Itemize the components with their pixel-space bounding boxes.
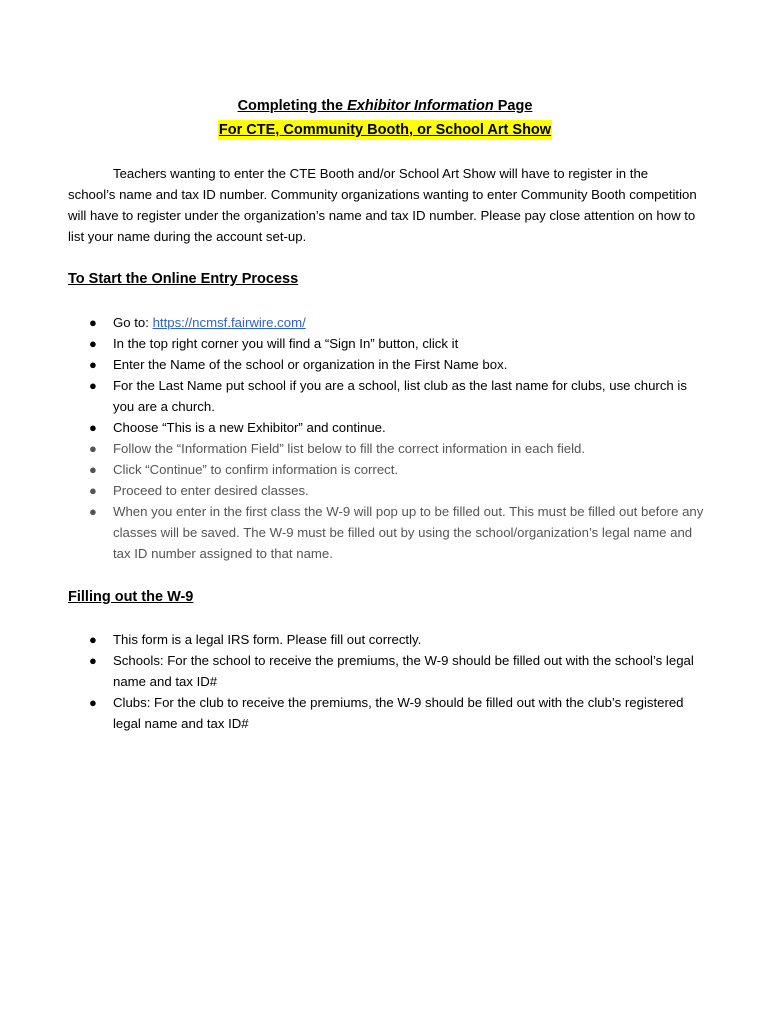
section-heading-online-entry: To Start the Online Entry Process xyxy=(68,271,299,287)
page-title-suffix: Page xyxy=(493,98,533,114)
online-entry-steps-list xyxy=(68,312,708,564)
bullet-dot-icon: ● xyxy=(89,357,97,372)
bullet-dot-icon: ● xyxy=(89,504,97,519)
bullet-dot-icon: ● xyxy=(89,695,97,710)
bullet-dot-icon: ● xyxy=(89,632,97,647)
bullet-dot-icon: ● xyxy=(89,420,97,435)
list-item xyxy=(68,459,708,480)
list-item-text: In the top right corner you will find a “Sign In” button, click it xyxy=(113,336,459,351)
page-title xyxy=(0,95,770,119)
list-item xyxy=(68,312,708,333)
title-block xyxy=(0,95,770,142)
list-item-text: Follow the “Information Field” list below to fill the correct information in each field. xyxy=(113,441,586,456)
list-item-text: This form is a legal IRS form. Please fill out correctly. xyxy=(113,632,422,647)
bullet-dot-icon: ● xyxy=(89,378,97,393)
bullet-dot-icon: ● xyxy=(89,483,97,498)
list-item xyxy=(68,629,708,650)
page-title-emphasis: Exhibitor Information xyxy=(347,98,494,114)
list-item-text: When you enter in the first class the W-9 will pop up to be filled out. This must be filled out before any classes will be saved. The W-9 must be filled out by using the school/organization’s legal name and tax ID number assigned to that name. xyxy=(113,504,704,561)
list-item-text: For the Last Name put school if you are a school, list club as the last name for clubs, use church is you are a church. xyxy=(113,378,687,414)
bullet-dot-icon: ● xyxy=(89,462,97,477)
intro-paragraph xyxy=(68,163,698,247)
intro-text: Teachers wanting to enter the CTE Booth and/or School Art Show will have to register in the school’s name and tax ID number. Community organizations wanting to enter Community Booth competition will have to register under the organization’s name and tax ID number. Please pay close attention on how to list your name during the account set-up. xyxy=(68,166,697,244)
bullet-dot-icon: ● xyxy=(89,653,97,668)
list-item xyxy=(68,692,708,734)
page-subtitle-highlighted: For CTE, Community Booth, or School Art Show xyxy=(218,122,552,138)
list-item-text: Enter the Name of the school or organization in the First Name box. xyxy=(113,357,508,372)
fairwire-link[interactable]: https://ncmsf.fairwire.com/ xyxy=(152,315,306,330)
section-heading-w9: Filling out the W-9 xyxy=(68,589,194,605)
bullet-dot-icon: ● xyxy=(89,441,97,456)
list-item-text: Proceed to enter desired classes. xyxy=(113,483,309,498)
list-item-text: Clubs: For the club to receive the premiums, the W-9 should be filled out with the club’s registered legal name and tax ID# xyxy=(113,695,684,731)
list-item-text: Click “Continue” to confirm information is correct. xyxy=(113,462,399,477)
list-item-text: Schools: For the school to receive the premiums, the W-9 should be filled out with the school’s legal name and tax ID# xyxy=(113,653,694,689)
list-item xyxy=(68,417,708,438)
list-item xyxy=(68,333,708,354)
page-title-prefix: Completing the xyxy=(237,98,348,114)
list-item xyxy=(68,438,708,459)
list-item xyxy=(68,375,708,417)
list-item xyxy=(68,354,708,375)
goto-label: Go to: xyxy=(113,315,153,330)
list-item-text: Choose “This is a new Exhibitor” and continue. xyxy=(113,420,386,435)
bullet-dot-icon: ● xyxy=(89,336,97,351)
bullet-dot-icon: ● xyxy=(89,315,97,330)
list-item xyxy=(68,501,708,564)
w9-instructions-list xyxy=(68,629,708,734)
list-item xyxy=(68,650,708,692)
list-item xyxy=(68,480,708,501)
